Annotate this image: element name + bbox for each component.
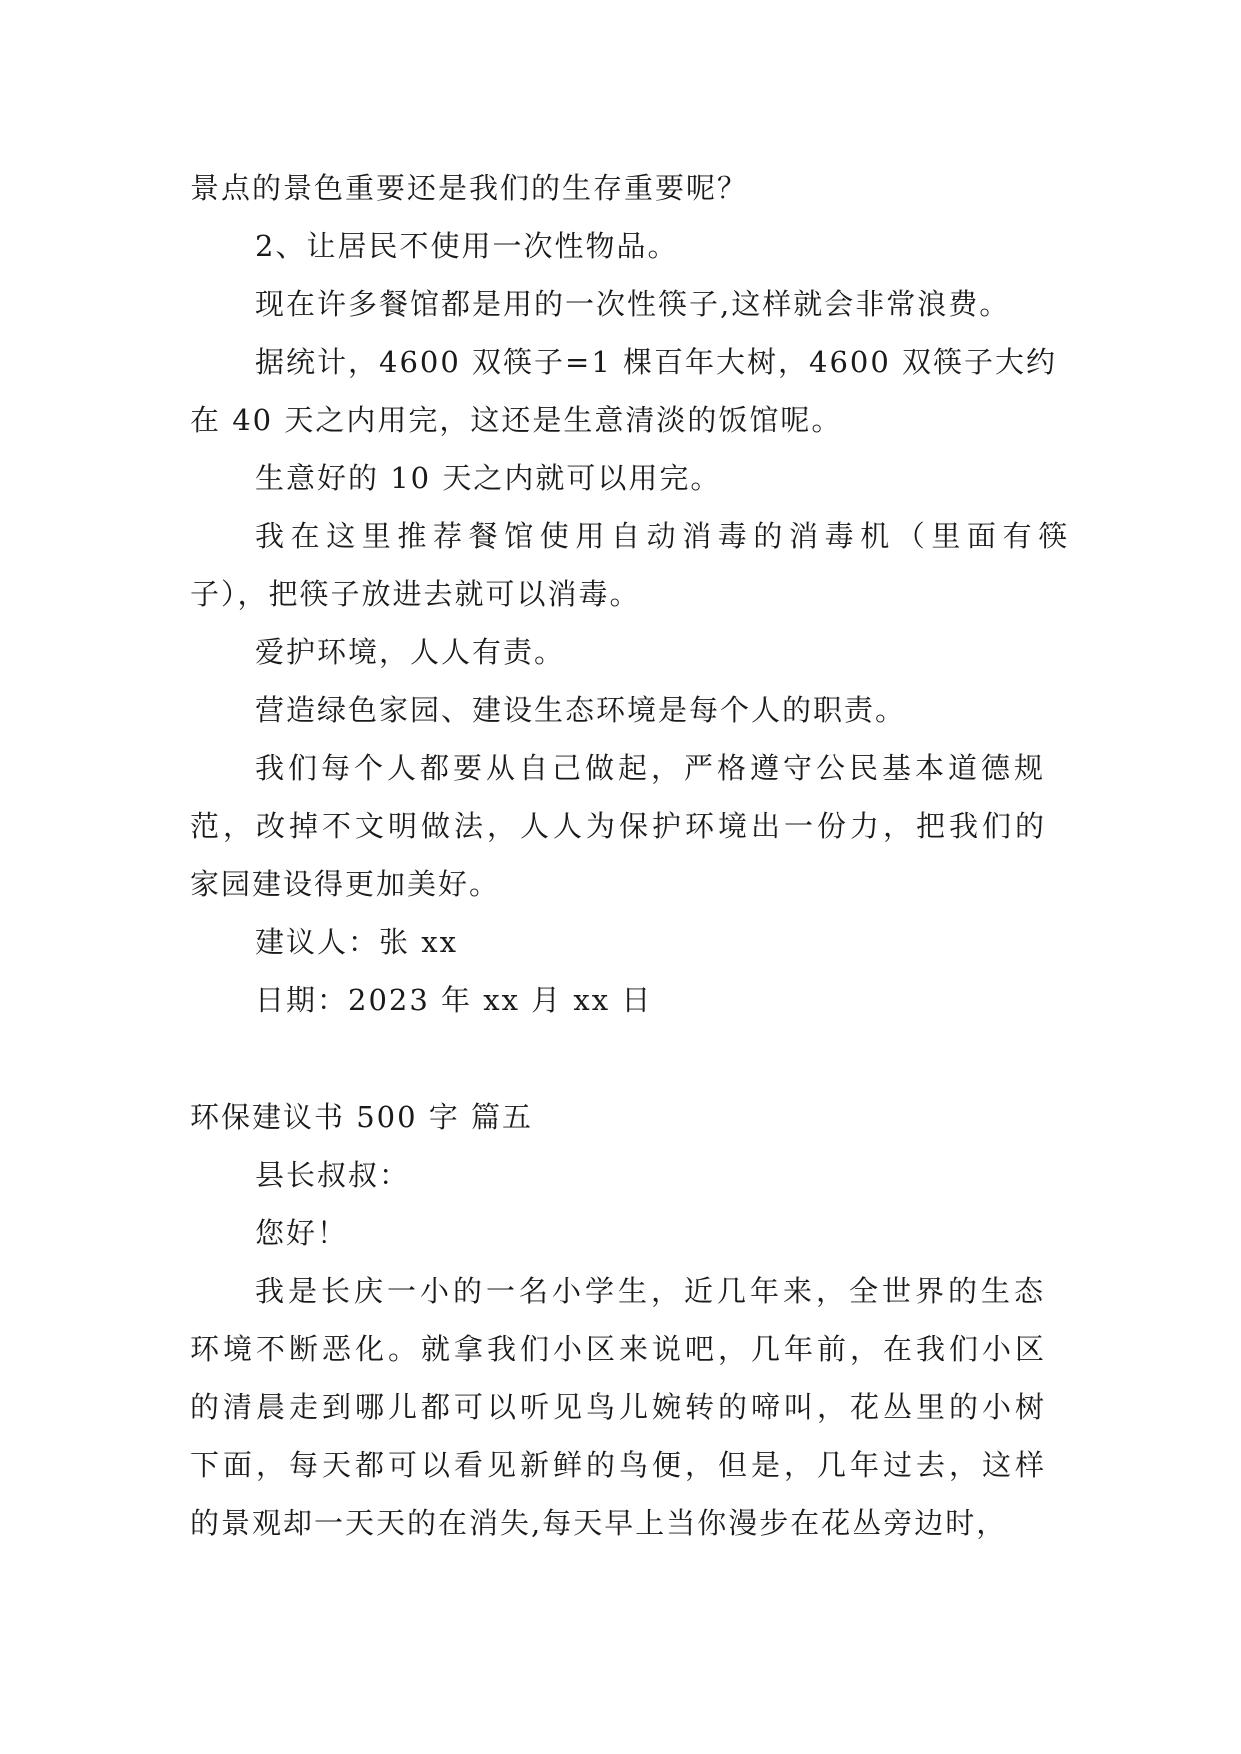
text-line-5: 在 40 天之内用完，这还是生意清淡的饭馆呢。	[190, 403, 843, 437]
text-line-22: 下面，每天都可以看见新鲜的鸟便，但是，几年过去，这样	[190, 1448, 1049, 1482]
text-line-23: 的景观却一天天的在消失,每天早上当你漫步在花丛旁边时，	[190, 1506, 1008, 1540]
text-line-18: 您好！	[255, 1216, 349, 1250]
text-line-21: 的清晨走到哪儿都可以听见鸟儿婉转的啼叫，花丛里的小树	[190, 1390, 1049, 1424]
text-line-2: 2、让居民不使用一次性物品。	[255, 229, 679, 263]
text-line-15: 日期：2023 年 xx 月 xx 日	[255, 983, 653, 1017]
text-line-11: 我们每个人都要从自己做起，严格遵守公民基本道德规	[255, 751, 1048, 785]
section-heading: 环保建议书 500 字 篇五	[190, 1100, 534, 1134]
text-line-10: 营造绿色家园、建设生态环境是每个人的职责。	[255, 693, 907, 727]
text-line-1: 景点的景色重要还是我们的生存重要呢？	[190, 171, 749, 205]
text-line-7: 我在这里推荐餐馆使用自动消毒的消毒机（里面有筷	[255, 519, 1074, 553]
text-line-8: 子），把筷子放进去就可以消毒。	[190, 577, 641, 611]
text-line-13: 家园建设得更加美好。	[190, 867, 501, 901]
text-line-14: 建议人：张 xx	[255, 925, 458, 959]
text-line-9: 爱护环境，人人有责。	[255, 635, 566, 669]
text-line-4: 据统计，4600 双筷子=1 棵百年大树，4600 双筷子大约	[255, 345, 1058, 379]
text-line-6: 生意好的 10 天之内就可以用完。	[255, 461, 722, 495]
text-line-19: 我是长庆一小的一名小学生，近几年来，全世界的生态	[255, 1274, 1048, 1308]
text-line-3: 现在许多餐馆都是用的一次性筷子,这样就会非常浪费。	[255, 287, 1011, 321]
text-line-17: 县长叔叔：	[255, 1158, 411, 1192]
text-line-12: 范，改掉不文明做法，人人为保护环境出一份力，把我们的	[190, 809, 1049, 843]
text-line-20: 环境不断恶化。就拿我们小区来说吧，几年前，在我们小区	[190, 1332, 1049, 1366]
